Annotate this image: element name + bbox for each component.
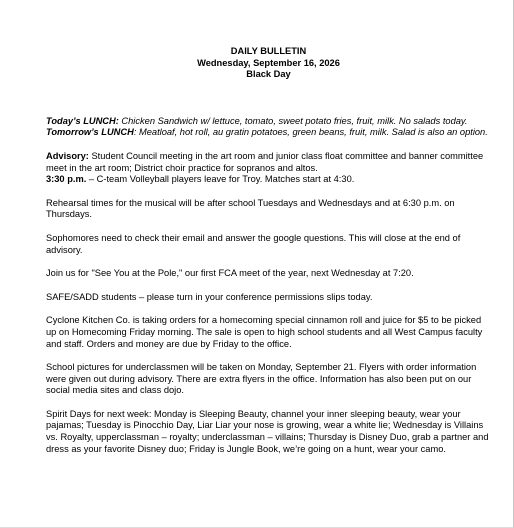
advisory-text: Student Council meeting in the art room and junior class float committee and banner committee meet in the art room; District choir practice for sopranos and altos.: [46, 150, 484, 173]
bulletin-date: Wednesday, September 16, 2026: [197, 57, 340, 68]
advisory-label: Advisory:: [46, 150, 89, 161]
tomorrow-lunch-menu: : Meatloaf, hot roll, au gratin potatoes, green beans, fruit, milk. Salad is also an option.: [133, 127, 488, 138]
volleyball-announcement: [46, 174, 491, 186]
tomorrow-lunch-label: Tomorrow’s LUNCH: [46, 127, 134, 138]
bulletin-header: [46, 46, 491, 81]
announcement-spirit-days: Spirit Days for next week: Monday is Sleeping Beauty, channel your inner sleeping beauty, wear your pajamas; Tuesday is Pinocchio Day, Liar Liar your nose is growing, wear a white lie; Wednesday is Villains vs. Royalty, upperclassman – royalty; underclassman – villains; Thursday is Disney Duo, grab a partner and dress as your favorite Disney duo; Friday is Jungle Book, we’re going on a hunt, wear your camo.: [46, 408, 489, 454]
volleyball-time-label: 3:30 p.m.: [46, 174, 87, 185]
tomorrow-lunch: [46, 127, 491, 139]
today-lunch: [46, 116, 491, 128]
bulletin-day-type: Black Day: [246, 69, 291, 80]
announcement-school-pictures: School pictures for underclassmen will be taken on Monday, September 21. Flyers with order information were given out during advisory. There are extra flyers in the office. Information has also been put on our social media sites and class dojo.: [46, 362, 477, 396]
announcement-musical: Rehearsal times for the musical will be after school Tuesdays and Wednesdays and at 6:30 p.m. on Thursdays.: [46, 197, 455, 220]
volleyball-text: – C-team Volleyball players leave for Troy. Matches start at 4:30.: [86, 174, 355, 185]
announcement-safe-sadd: SAFE/SADD students – please turn in your conference permissions slips today.: [46, 291, 373, 302]
announcement-sophomores: Sophomores need to check their email and answer the google questions. This will close at the end of advisory.: [46, 232, 461, 255]
bulletin-content: [46, 46, 491, 467]
bulletin-title: DAILY BULLETIN: [230, 46, 307, 56]
today-lunch-label: Today’s LUNCH:: [46, 115, 119, 126]
advisory-announcement: [46, 151, 491, 174]
today-lunch-menu: Chicken Sandwich w/ lettuce, tomato, sweet potato fries, fruit, milk. No salads today.: [118, 115, 468, 126]
announcement-fca: Join us for "See You at the Pole," our first FCA meet of the year, next Wednesday at 7:20.: [46, 268, 414, 279]
announcement-cyclone-kitchen: Cyclone Kitchen Co. is taking orders for a homecoming special cinnamon roll and juice for $5 to be picked up on Homecoming Friday morning. The sale is open to high school students and all West Campus faculty and staff. Orders and money are due by Friday to the office.: [46, 315, 483, 349]
